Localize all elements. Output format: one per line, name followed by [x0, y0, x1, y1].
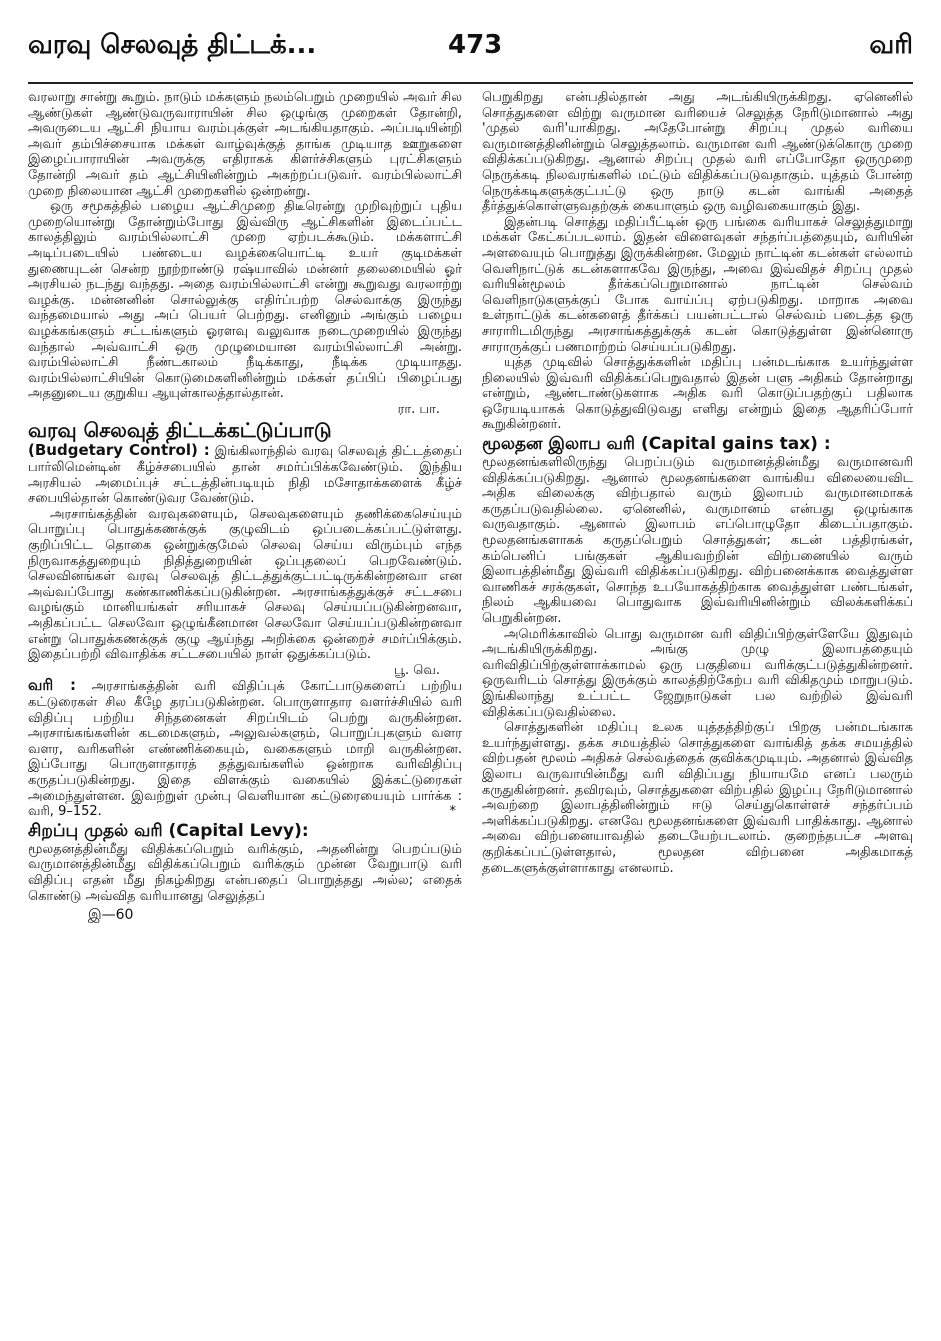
page-number: 473 [448, 30, 503, 60]
running-title: வரவு செலவுத் திட்டக்... [28, 30, 317, 60]
paragraph: வரலாறு சான்று கூறும். நாடும் மக்களும் நலம்பெறும் முறையில் அவர் சில ஆண்டுகள் ஆண்டுவருவாராயின் சில ஒழுங்கு முறைகள் தோன்றி, அவருடைய ஆட்சி நியாய வரம்புக்குள் அடங்கியதாகும். அப்படியின்றி அவர் தம்பிச்சையாக மக்கள் வாழ்வுக்குத் தாங்க முடியாத ஊறுகளை இழைப்பாராயின் அவருக்கு எதிராகக் கிளர்ச்சிகளும் புரட்சிகளும் தோன்றி அவர் தம் ஆட்சியினின்றும் அகற்றப்படுவர். வரம்பில்லாட்சி முறை நிலையான ஆட்சி முறைகளில் ஒன்றன்று. [28, 90, 462, 199]
header-rule [28, 82, 913, 84]
section-title: வரி [869, 30, 913, 60]
article-heading: வரி : [28, 676, 77, 695]
signature-mark: இ—60 [88, 907, 134, 924]
author-initials: ரா. பா. [397, 401, 440, 417]
paragraph [28, 443, 462, 506]
paragraph: பெறுகிறது என்பதில்தான் அது அடங்கியிருக்கிறது. ஏனெனில் சொத்துகளை விற்று வருமான வரியைச் செலுத்த நேரிடுமானால் அது 'முதல் வரி'யாகிறது. அதேபோன்று சிறப்பு முதல் வரியை வருமானத்தினின்றும் செலுத்தலாம். வருமான வரி ஆண்டுக்கொரு முறை விதிக்கப்படுகிறது. ஆனால் சிறப்பு முதல் வரி எப்போதோ ஒருமுறை நெருக்கடி நிலவரங்களில் மட்டும் விதிக்கப்படுவதாகும். யுத்தம் போன்ற நெருக்கடிகளுக்குட்பட்டு ஒரு நாடு கடன் வாங்கி அதைத் தீர்த்துக்கொள்ளுவதற்குக் கையாளும் ஒரு வழிவகையாகும் இது. [482, 90, 913, 215]
paragraph: இதன்படி சொத்து மதிப்பீட்டின் ஒரு பங்கை வரியாகச் செலுத்துமாறு மக்கள் கேட்கப்படலாம். இதன் விளைவுகள் சந்தர்ப்பத்தையும், வரியின் அளவையும் பொறுத்து இருக்கின்றன. மேலும் நாட்டின் கடன்கள் எல்லாம் வெளிநாட்டுக் கடன்களாகவே இருந்து, அவை இவ்விதச் சிறப்பு முதல் வரியின்மூலம் தீர்க்கப்பெறுமானால் நாட்டின் செல்வம் வெளிநாடுகளுக்குப் போக வாய்ப்பு ஏற்படுகிறது. மாறாக அவை உள்நாட்டுக் கடன்களைத் தீர்க்கப் பயன்பட்டால் செல்வம் படைத்த ஒரு சாராரிடமிருந்து அரசாங்கத்துக்குக் கடன் கொடுத்துள்ள இன்னொரு சாராருக்குப் பணமாற்றம் செய்யப்படுகிறது. [482, 214, 913, 355]
paragraph: மூலதனங்களிலிருந்து பெறப்படும் வருமானத்தின்மீது வருமானவரி விதிக்கப்படுகிறது. ஆனால் மூலதனங்களை வாங்கிய விலையைவிட அதிக விலைக்கு விற்பதால் வரும் இலாபம் வருமானமாகக் கருதப்படுவதில்லை. ஏனெனில், வருமானம் என்பது ஒழுங்காக வருவதாகும். ஆனால் இலாபம் எப்பொழுதோ கிடைப்பதாகும். மூலதனங்களாகக் கருதப்பெறும் சொத்துகள்; கடன் பத்திரங்கள், கம்பெனிப் பங்குகள் ஆகியவற்றின் விற்பனையில் வரும் இலாபத்தின்மீது இவ்வரி விதிக்கப்படுகிறது. விற்பனைக்காக வைத்துள்ள வாணிகச் சரக்குகள், சொந்த உபயோகத்திற்காக வைத்துள்ள பண்டங்கள், நிலம் ஆகியவை பொதுவாக இவ்வரியினின்றும் விலக்களிக்கப் பெறுகின்றன. [482, 455, 913, 626]
article-heading-tamil: சிறப்பு முதல் வரி [28, 820, 163, 841]
page-header [28, 30, 913, 70]
right-column [482, 90, 913, 1330]
paragraph: அமெரிக்காவில் பொது வருமான வரி விதிப்பிற்குள்ளேயே இதுவும் அடங்கியிருக்கிறது. அங்கு முழு இலாபத்தையும் வரிவிதிப்பிற்குள்ளாக்காமல் ஒரு பகுதியை வரிக்குட்படுத்துகின்றனர். ஒருவரிடம் சொத்து இருக்கும் காலத்திற்கேற்ப வரி விகிதமும் மாறுபடும். இங்கிலாந்து உட்பட்ட ஜேறுநாடுகள் பல வற்றில் இவ்வரி விதிக்கப்படுவதில்லை. [482, 626, 913, 720]
article-heading-english: (Capital gains tax) : [640, 434, 831, 455]
article-heading-english: (Budgetary Control) : [28, 441, 210, 460]
article-heading-tamil: மூலதன இலாப வரி [482, 434, 636, 455]
paragraph-text: இங்கிலாந்தில் வரவு செலவுத் திட்டத்தைப் பார்லிமென்டின் கீழ்ச்சபையில் தான் சமர்ப்பிக்கவேண்டும். இந்திய அரசியல் அமைப்புச் சட்டத்தின்படியும் நிதி மசோதாக்களைக் கீழ்ச் சபையில்தான் கொண்டுவர வேண்டும். [28, 444, 462, 507]
paragraph: மூலதனத்தின்மீது விதிக்கப்பெறும் வரிக்கும், அதனின்று பெறப்படும் வருமானத்தின்மீது விதிக்கப்பெறும் வரிக்கும் முன்ன வேறுபாடு வரி விதிப்பு எதன் மீது நிகழ்கிறது என்பதைப் பொறுத்தது அல்ல; எதைக் கொண்டு அவ்வித வரியானது செலுத்தப் [28, 841, 462, 904]
article-heading [482, 433, 913, 455]
article-heading: வரவு செலவுத் திட்டக்கட்டுப்பாடு [28, 418, 332, 443]
paragraph: ஒரு சமூகத்தில் பழைய ஆட்சிமுறை திடீரென்று முறிவுற்றுப் புதிய முறையொன்று தோன்றும்போது இவ்விரு ஆட்சிகளின் இடைப்பட்ட காலத்திலும் வரம்பில்லாட்சி முறை ஏற்படக்கூடும். மக்களாட்சி அடிப்படையில் பண்டைய வழக்கையொட்டி உயர் குடிமக்கள் துணையுடன் சென்ற நூற்றாண்டு ரஷ்யாவில் மன்னர் தலைமையில் ஓர் அரசியல் நடந்து வந்தது. அதை வரம்பில்லாட்சி என்று கூறுவது வரலாற்று வழக்கு. மன்னனின் சொல்லுக்கு எதிர்ப்பற்ற செல்வாக்கு இருந்து வந்தமையால் அது அப் பெயர் பெற்றது. எனினும் அங்கும் பழைய வழக்கங்களும் சட்டங்களும் ஓரளவு வலுவாக நடைமுறையில் இருந்து வந்தால் அவ்வாட்சி ஒரு முழுமையான வரம்பில்லாட்சி அன்று. வரம்பில்லாட்சி நீண்டகாலம் நீடிக்காது, நீடிக்க முடியாதது. வரம்பில்லாட்சியின் கொடுமைகளினின்றும் மக்கள் தப்பிப் பிழைப்பது அதனுடைய குறுகிய ஆயுள்காலத்தால்தான். [28, 199, 462, 402]
paragraph [28, 678, 462, 819]
article-heading-english: (Capital Levy): [168, 820, 309, 841]
article-heading [28, 820, 462, 842]
star-mark: * [449, 804, 456, 820]
paragraph: சொத்துகளின் மதிப்பு உலக யுத்தத்திற்குப் பிறகு பன்மடங்காக உயர்ந்துள்ளது. தக்க சமயத்தில் சொத்துகளை வாங்கித் தக்க சமயத்தில் விற்பதன் மூலம் அதிகச் செல்வத்தைக் குவிக்கமுடியும். அதனால் இவ்வித இலாப வருவாயின்மீது வரி விதிப்பது நியாயமே எனப் பலரும் கருதுகின்றனர். தவிரவும், சொத்துகளை விற்பதில் இழப்பு நேரிடுமானால் அவற்றை இலாபத்தினின்றும் ஈடு செய்துகொள்ளச் சந்தர்ப்பம் அளிக்கப்படுகிறது. எனவே மூலதனங்களை இவ்வரி பாதிக்காது. ஆனால் அவை விற்பனையாவதில் தடையேற்படலாம். குறைந்தபட்ச அளவு குறிக்கப்பட்டுள்ளதால், மூலதன விற்பனை அதிகமாகத் தடைகளுக்குள்ளாகாது எனலாம். [482, 720, 913, 876]
paragraph: அரசாங்கத்தின் வரவுகளையும், செலவுகளையும் தணிக்கைசெய்யும் பொறுப்பு பொதுக்கணக்குக் குழுவிடம் ஒப்படைக்கப்பட்டுள்ளது. குறிப்பிட்ட தொகை ஒன்றுக்குமேல் செலவு செய்ய விரும்பும் எந்த நிருவாகத்துறையும் நிதித்துறையின் ஒப்புதலைப் பெறவேண்டும். செலவினங்கள் வரவு செலவுத் திட்டத்துக்குட்பட்டிருக்கின்றனவா என அவ்வப்போது கண்காணிக்கப்படுகின்றன. அரசாங்கத்துக்குச் சட்டசபை வழங்கும் மானியங்கள் சரியாகச் செலவு செய்யப்படுகின்றனவா, அதிகப்பட்ட செலவோ ஒழுங்கீனமான செலவோ செய்யப்படுகின்றனவா என்று பொதுக்கணக்குக் குழு ஆய்ந்து அறிக்கை ஒன்றைச் சமர்ப்பிக்கும். இதைப்பற்றி விவாதிக்க சட்டசபையில் நாள் ஒதுக்கப்படும். [28, 506, 462, 663]
left-column [28, 90, 462, 1330]
author-initials: பூ. வெ. [394, 662, 440, 678]
paragraph-text: அரசாங்கத்தின் வரி விதிப்புக் கோட்பாடுகளைப் பற்றிய கட்டுரைகள் சில கீழே தரப்படுகின்றன. பொருளாதார வளர்ச்சியில் வரி விதிப்பு பற்றிய சிந்தனைகள் சிறப்பிடம் பெற்று வருகின்றன. அரசாங்கங்களின் கடமைகளும், அலுவல்களும், பொறுப்புகளும் வளர வளர, வரிகளின் எண்ணிக்கையும், வகைகளும் மாறி வருகின்றன. இப்போது பொருளாதாரத் தத்துவங்களில் ஒன்றாக வரிவிதிப்பு கருதப்படுகின்றது. இதை விளக்கும் வகையில் இக்கட்டுரைகள் அமைந்துள்ளன. இவற்றுள் முன்பு வெளியான கட்டுரையையும் பார்க்க : வரி, 9–152. [28, 679, 462, 820]
paragraph: யுத்த முடிவில் சொத்துக்களின் மதிப்பு பன்மடங்காக உயர்ந்துள்ள நிலையில் இவ்வரி விதிக்கப்பெறுவதால் இதன் பளு அதிகம் தோன்றாது என்றும், ஆண்டாண்டுகளாக அதிக வரி கொடுப்பதற்குப் பதிலாக ஒரேயடியாகக் கொடுத்துவிடுவது எளிது என்றும் இதை ஆதரிப்போர் கூறுகின்றனர். [482, 355, 913, 433]
